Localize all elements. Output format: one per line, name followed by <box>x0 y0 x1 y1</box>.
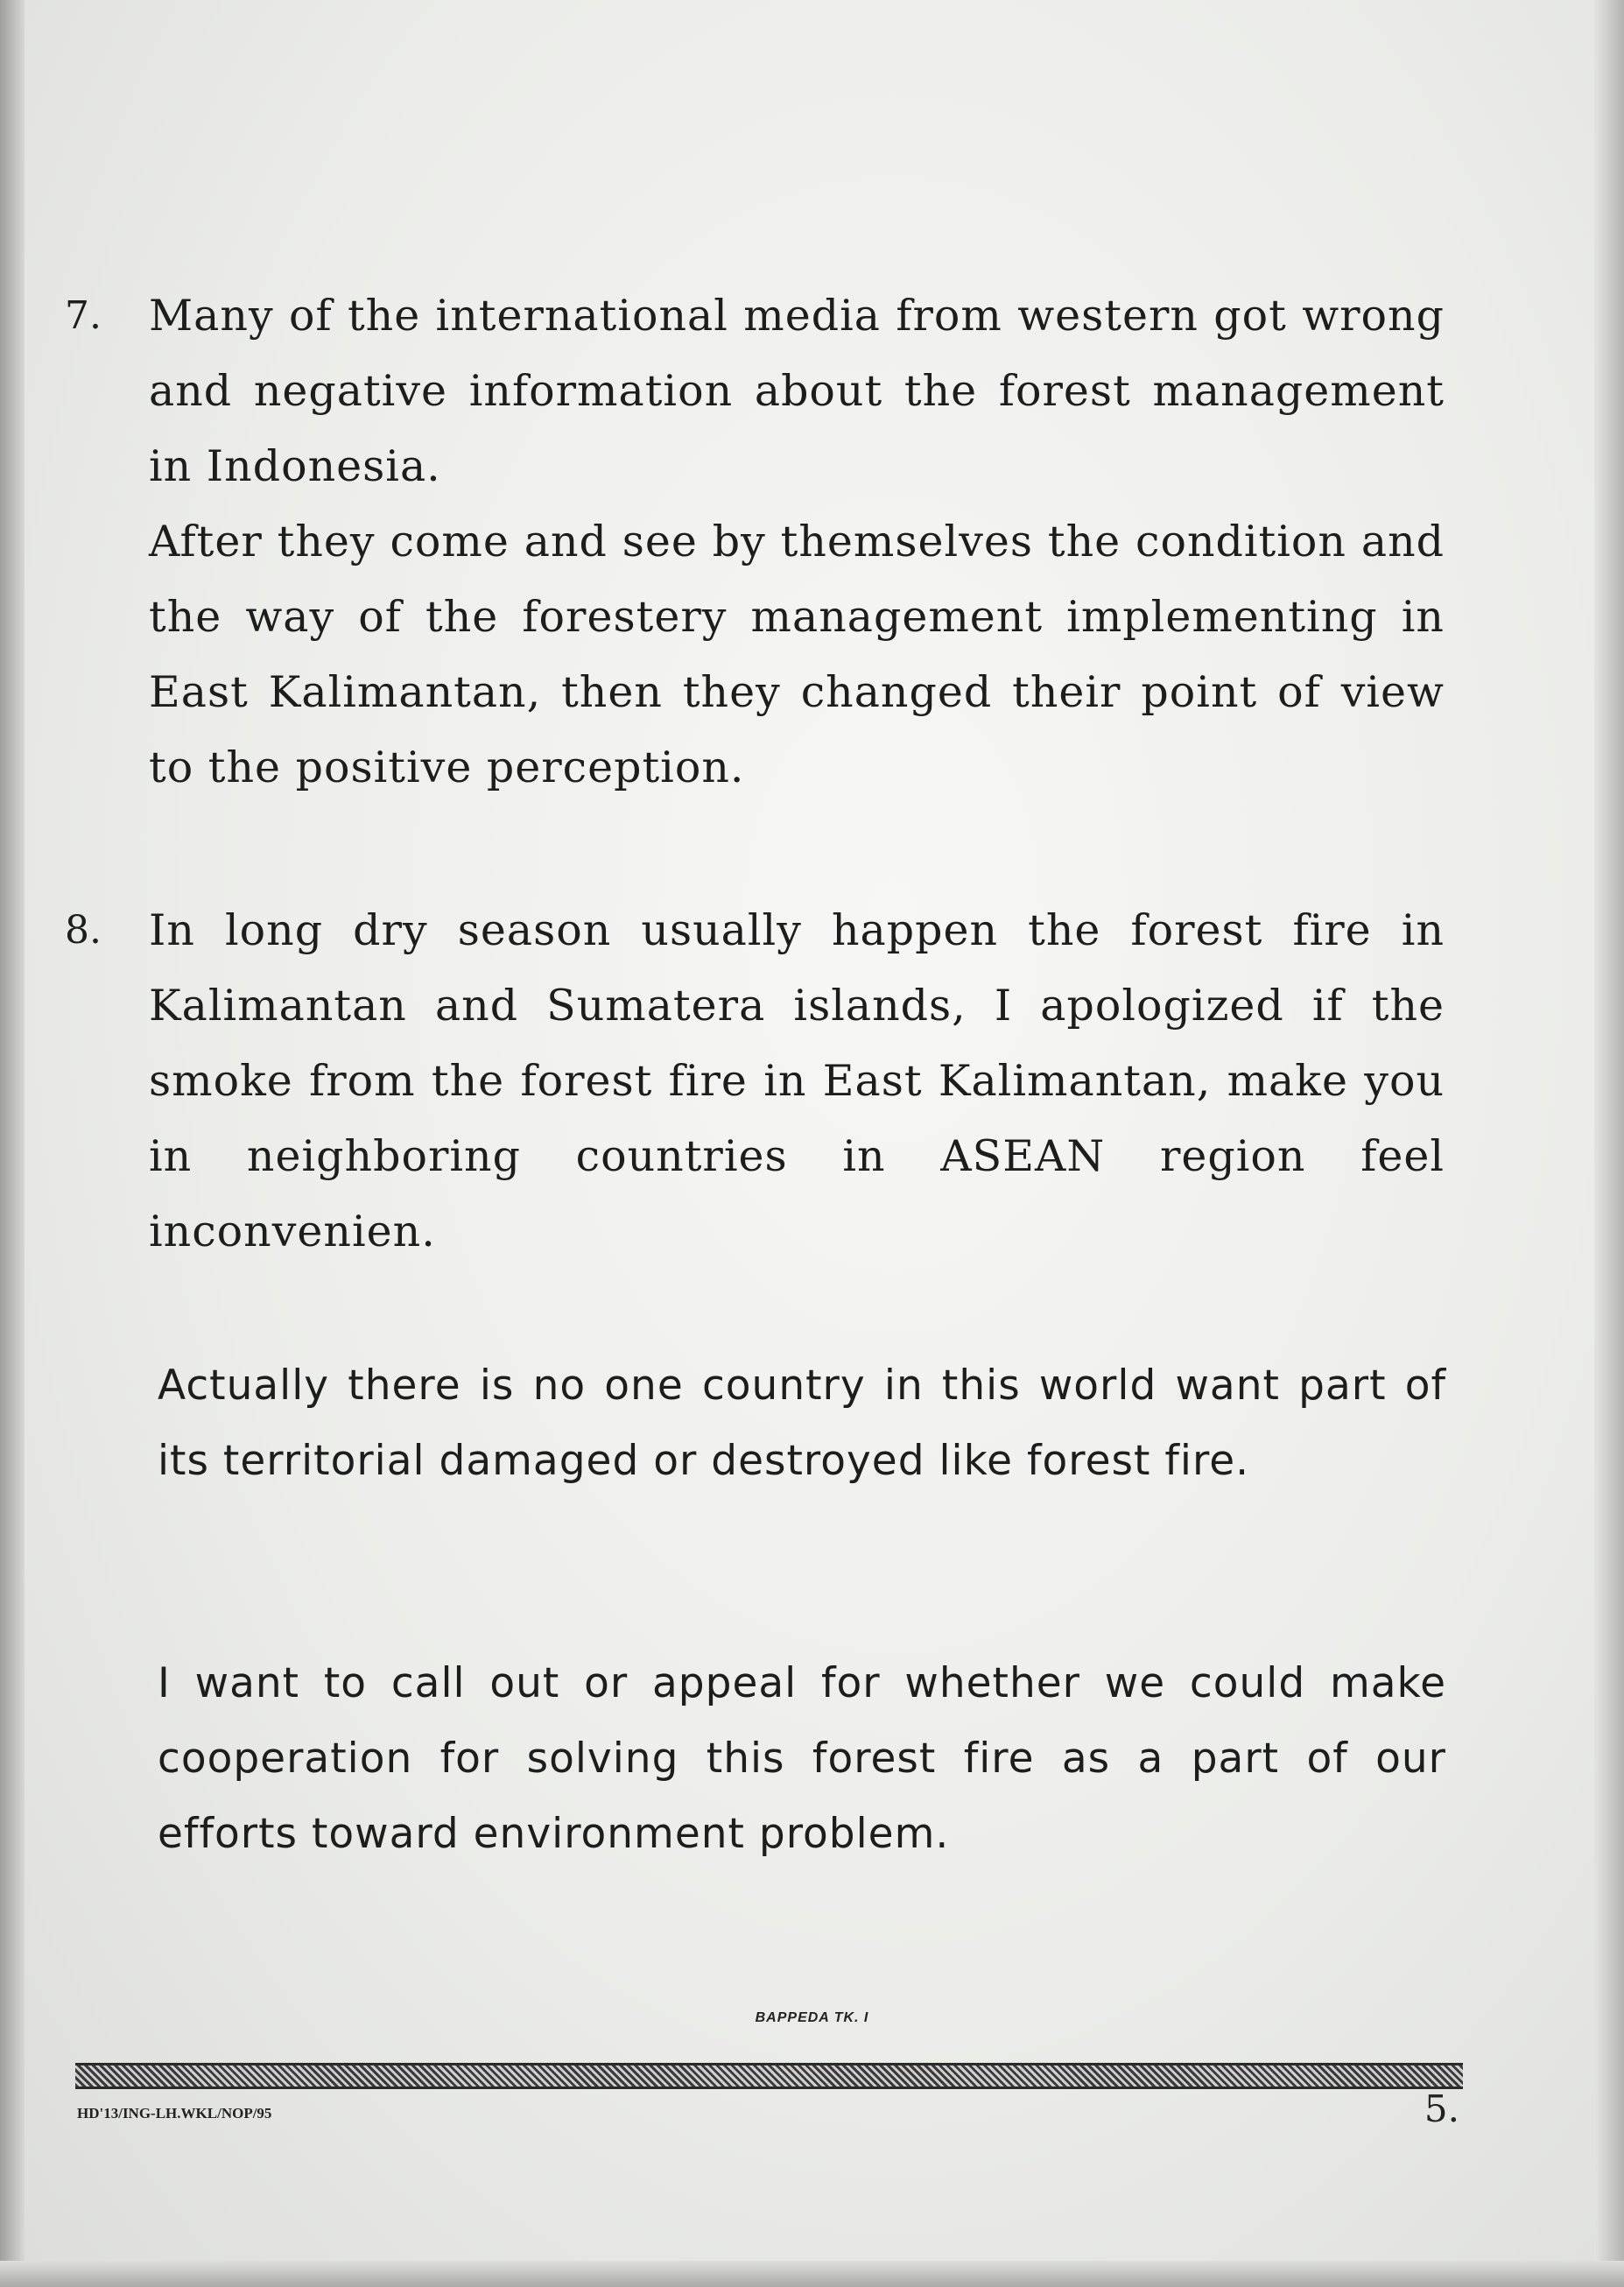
item-paragraph: After they come and see by themselves the condition and the way of the forestery management implementing in East Kalimantan, then they changed their point of view to the positive perception. <box>149 517 1445 792</box>
body-paragraph <box>158 1348 1446 1499</box>
body-paragraph <box>158 1646 1446 1872</box>
paragraph-text: I want to call out or appeal for whether we could make cooperation for solving this forest fire as a part of our efforts toward environment problem. <box>158 1659 1446 1858</box>
page-number: 5. <box>1424 2087 1459 2130</box>
item-paragraph: Many of the international media from western got wrong and negative information about the forest management in Indonesia. <box>149 291 1445 491</box>
numbered-item-7 <box>65 278 1445 806</box>
footer-document-code: HD'13/ING-LH.WKL/NOP/95 <box>77 2105 272 2122</box>
item-paragraph: In long dry season usually happen the forest fire in Kalimantan and Sumatera islands, I apologized if the smoke from the forest fire in East Kalimantan, make you in neighboring countries in ASEAN region feel inconvenien. <box>149 905 1445 1256</box>
item-number: 7. <box>65 293 102 338</box>
footer-rule <box>75 2063 1463 2089</box>
item-number: 8. <box>65 908 102 953</box>
footer-institution-mark: BAPPEDA TK. I <box>755 2010 869 2025</box>
numbered-item-8 <box>65 893 1445 1270</box>
paragraph-text: Actually there is no one country in this world want part of its territorial damaged or destroyed like forest fire. <box>158 1362 1446 1485</box>
